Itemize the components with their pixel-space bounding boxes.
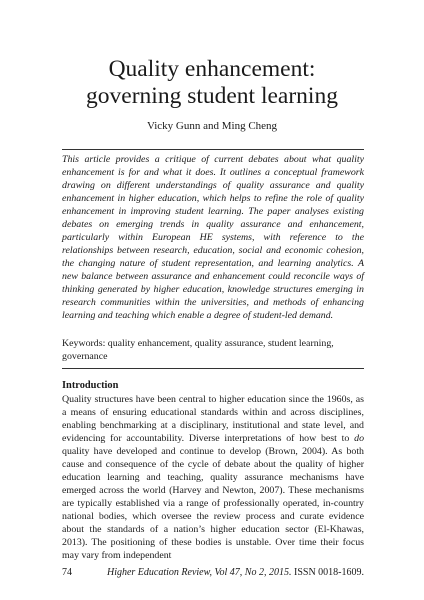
journal-citation-text: Higher Education Review, Vol 47, No 2, 2015. bbox=[106, 567, 292, 578]
section-heading: Introduction bbox=[62, 380, 119, 391]
page-number: 74 bbox=[62, 567, 72, 578]
section-body bbox=[62, 393, 364, 562]
title-line-2: governing student learning bbox=[86, 83, 338, 109]
abstract-top-rule bbox=[62, 149, 364, 150]
author-names: Vicky Gunn and Ming Cheng bbox=[146, 120, 278, 132]
article-title bbox=[40, 56, 384, 110]
body-text-part-1: Quality structures have been central to higher education since the 1960s, as a means of ensuring educational standards within and across disciplines, enabling benchmarking at a disciplinary, institutional and state level, and evidencing for accountability. Diverse interpretations of how best to bbox=[62, 394, 364, 444]
abstract-bottom-rule bbox=[62, 368, 364, 369]
title-line-1: Quality enhancement: bbox=[108, 56, 316, 82]
abstract-text: This article provides a critique of current debates about what quality enhancement is for and what it does. It outlines a conceptual framework drawing on different understandings of quality assurance and quality enhancement in higher education, which helps to refine the role of quality enhancement in improving student learning. The paper analyses existing debates on emerging trends in quality assurance and enhancement, particularly within European HE systems, with reference to the relationships between research, education, social and economic cohesion, the changing nature of student representation, and learning analytics. A new balance between assurance and enhancement could reconcile ways of thinking generated by higher education, knowledge structures emerging in research communities within the universities, and methods of enhancing learning and teaching which enable a degree of student-led demand. bbox=[62, 154, 364, 321]
body-text-part-2: quality have developed and continue to develop (Brown, 2004). As both cause and consequence of the cycle of debate about the quality of higher education learning and teaching, quality assurance mechanisms have emerged across the world (Harvey and Newton, 2007). These mechanisms are typically established via a range of professionally operated, in-country national bodies, which oversee the review process and curate evidence about the standards of a nation’s higher education sector (El-Khawas, 2013). The positioning of these bodies is unstable. Over time their focus may vary from independent bbox=[62, 446, 364, 561]
body-text-italic: do bbox=[354, 433, 364, 444]
keywords-line: Keywords: quality enhancement, quality assurance, student learning, governance bbox=[62, 338, 334, 362]
journal-citation bbox=[107, 567, 364, 578]
issn-text: ISSN 0018-1609. bbox=[291, 567, 364, 578]
